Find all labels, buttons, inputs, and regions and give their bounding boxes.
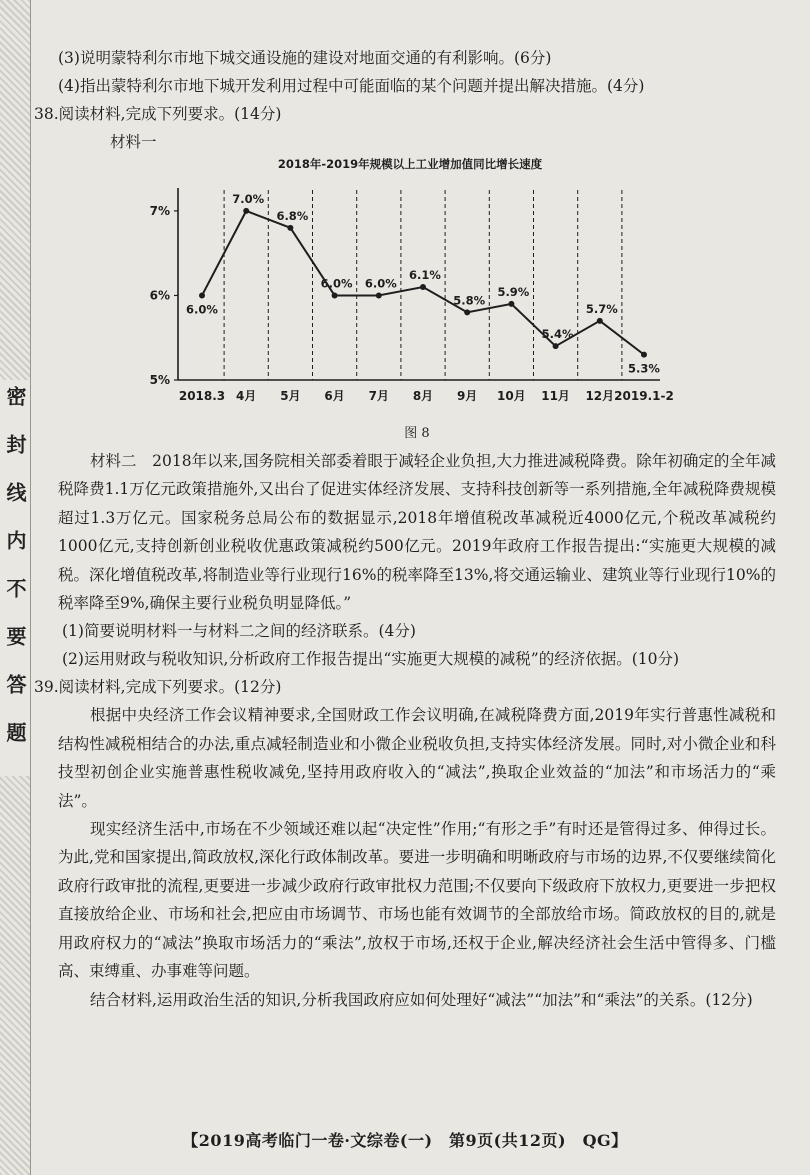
chart-title: 2018年-2019年规模以上工业增加值同比增长速度 — [277, 157, 543, 171]
data-point — [376, 292, 382, 298]
x-tick-label: 11月 — [541, 389, 570, 403]
chart-svg — [130, 172, 690, 422]
data-point — [199, 292, 205, 298]
data-point — [464, 309, 470, 315]
figure-8-chart — [130, 156, 690, 424]
data-label: 5.3% — [628, 361, 660, 376]
data-point — [553, 343, 559, 349]
data-label: 7.0% — [232, 191, 265, 206]
q39-header — [34, 673, 776, 701]
data-point — [243, 208, 249, 214]
binding-label: 密封线内不要答题 — [0, 380, 30, 776]
data-label: 6.8% — [276, 208, 309, 223]
data-label: 5.9% — [497, 284, 530, 299]
x-tick-label: 2019.1-2 — [614, 389, 674, 403]
q39-paragraph-3: 结合材料,运用政治生活的知识,分析我国政府应如何处理好“减法”“加法”和“乘法”的关系。(12分) — [90, 990, 753, 1009]
data-label: 5.4% — [541, 327, 574, 342]
q38-number: 38. — [34, 105, 59, 123]
data-label: 6.0% — [364, 276, 397, 291]
q39-paragraph-2: 现实经济生活中,市场在不少领域还难以起“决定性”作用;“有形之手”有时还是管得过多、伸得过长。为此,党和国家提出,简政放权,深化行政体制改革。要进一步明确和明晰政府与市场的边界,不仅要继续简化政府行政审批的流程,更要进一步减少政府行政审批权力范围;不仅要向下级政府下放权力,更要进一步把权直接放给企业、市场和社会,把应由市场调节、市场也能有效调节的全部放给市场。简政放权的目的,就是用政府权力的“减法”换取市场活力的“乘法”,放权于市场,还权于企业,解决经济社会生活中管得多、门槛高、束缚重、办事难等问题。 — [58, 820, 776, 981]
x-tick-label: 9月 — [457, 389, 478, 403]
data-point — [332, 292, 338, 298]
data-label: 6.0% — [320, 276, 353, 291]
q37-item3: (3)说明蒙特利尔市地下城交通设施的建设对地面交通的有利影响。(6分) — [58, 49, 552, 67]
q39-stem: 阅读材料,完成下列要求。(12分) — [58, 678, 282, 697]
x-tick-label: 4月 — [236, 389, 257, 403]
x-tick-label: 7月 — [368, 389, 389, 403]
q38-stem: 阅读材料,完成下列要求。(14分) — [58, 105, 282, 123]
q38-header — [34, 100, 776, 128]
data-point — [508, 301, 514, 307]
x-tick-label: 12月 — [585, 389, 615, 403]
page-footer: 【2019高考临门一卷·文综卷(一) 第9页(共12页) QG】 — [182, 1131, 628, 1150]
q39-number: 39. — [34, 678, 59, 697]
data-label: 6.1% — [409, 268, 441, 282]
y-tick-label: 5% — [149, 373, 170, 387]
q39-paragraph-1: 根据中央经济工作会议精神要求,全国财政工作会议明确,在减税降费方面,2019年实行普惠性减税和结构性减税相结合的办法,重点减轻制造业和小微企业税收负担,支持实体经济发展。同时,对小微企业和科技型初创企业实施普惠性税收减免,坚持用政府收入的“减法”,换取企业效益的“加法”和市场活力的“乘法”。 — [58, 706, 776, 810]
material1-title: 材料一 — [110, 133, 157, 151]
data-point — [287, 225, 293, 231]
data-point — [597, 318, 603, 324]
figure-caption: 图 8 — [404, 426, 430, 441]
q38-sub1: (1)简要说明材料一与材料二之间的经济联系。(4分) — [62, 622, 416, 641]
y-tick-label: 6% — [149, 288, 170, 303]
material2-text: 材料二 2018年以来,国务院相关部委着眼于减轻企业负担,大力推进减税降费。除年初确定的全年减税降费1.1万亿元政策措施外,又出台了促进实体经济发展、支持科技创新等一系列措施,全年减税降费规模超过1.3万亿元。国家税务总局公布的数据显示,2018年增值税改革减税近4000亿元,个税改革减税约1000亿元,支持创新创业税收优惠政策减税约500亿元。2019年政府工作报告提出:“实施更大规模的减税。深化增值税改革,将制造业等行业现行16%的税率降至13%,将交通运输业、建筑业等行业现行10%的税率降至9%,确保主要行业税负明显降低。” — [58, 452, 776, 613]
x-tick-label: 6月 — [324, 389, 345, 403]
x-tick-label: 2018.3 — [178, 389, 226, 403]
q37-item4: (4)指出蒙特利尔市地下城开发利用过程中可能面临的某个问题并提出解决措施。(4分) — [58, 77, 645, 95]
q38-sub2: (2)运用财政与税收知识,分析政府工作报告提出“实施更大规模的减税”的经济依据。(10分) — [62, 650, 680, 669]
data-label: 5.8% — [453, 293, 486, 308]
data-label: 5.7% — [585, 301, 618, 316]
x-tick-label: 5月 — [280, 389, 301, 403]
data-label: 6.0% — [186, 302, 218, 317]
exam-page-content — [34, 44, 776, 1014]
binding-margin — [0, 0, 31, 1175]
data-point — [420, 284, 426, 290]
data-point — [641, 352, 647, 358]
x-tick-label: 8月 — [412, 389, 434, 403]
y-tick-label: 7% — [149, 203, 170, 218]
x-tick-label: 10月 — [497, 389, 526, 403]
